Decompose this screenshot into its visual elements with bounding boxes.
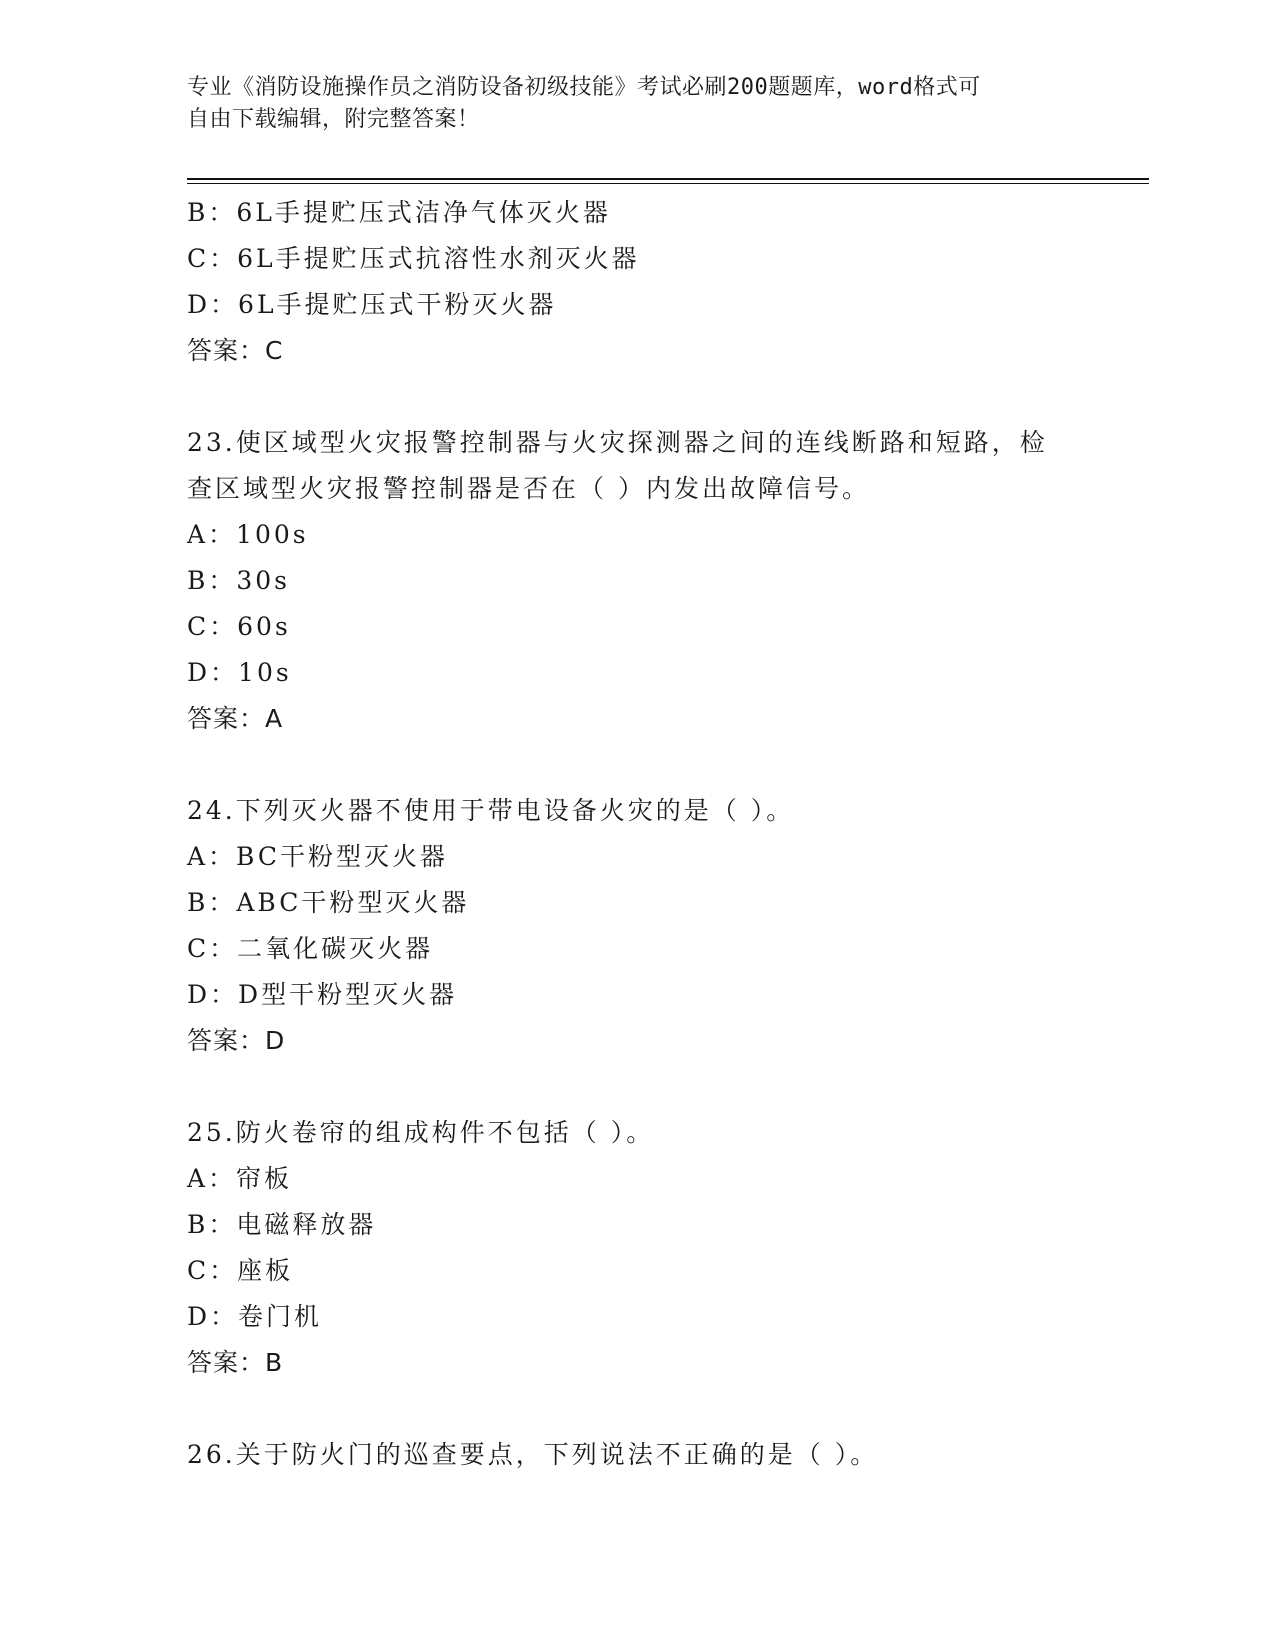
option-b: B：ABC干粉型灭火器	[187, 888, 470, 917]
header-divider-thick	[187, 178, 1149, 180]
option-b: B：电磁释放器	[187, 1210, 377, 1239]
option-a: A：100s	[187, 520, 309, 549]
header-line-1: 专业《消防设施操作员之消防设备初级技能》考试必刷200题题库，word格式可	[187, 75, 981, 100]
spacer	[187, 1064, 1087, 1110]
header-line-2: 自由下载编辑，附完整答案！	[187, 107, 480, 132]
question-list	[187, 190, 1087, 1478]
question-title-line-1: 23.使区域型火灾报警控制器与火灾探测器之间的连线断路和短路，检	[187, 428, 1048, 457]
question-23	[187, 420, 1087, 742]
answer-line: 答案：A	[187, 704, 284, 733]
question-24	[187, 788, 1087, 1064]
answer-line: 答案：B	[187, 1348, 284, 1377]
option-d: D：卷门机	[187, 1302, 323, 1331]
option-b: B：30s	[187, 566, 291, 595]
option-c: C：二氧化碳灭火器	[187, 934, 434, 963]
option-a: A：BC干粉型灭火器	[187, 842, 449, 871]
answer-line: 答案：D	[187, 1026, 286, 1055]
spacer	[187, 1386, 1087, 1432]
spacer	[187, 742, 1087, 788]
question-22-continued	[187, 190, 1087, 374]
option-d: D：D型干粉型灭火器	[187, 980, 458, 1009]
option-d: D：10s	[187, 658, 292, 687]
option-c: C：60s	[187, 612, 291, 641]
option-a: A：帘板	[187, 1164, 293, 1193]
question-title: 25.防火卷帘的组成构件不包括（ ）。	[187, 1118, 655, 1147]
question-26	[187, 1432, 1087, 1478]
document-header	[187, 72, 1067, 136]
header-divider-thin	[187, 183, 1149, 184]
option-c: C：座板	[187, 1256, 294, 1285]
question-title-line-2: 查区域型火灾报警控制器是否在（ ）内发出故障信号。	[187, 474, 870, 503]
question-title: 24.下列灭火器不使用于带电设备火灾的是（ ）。	[187, 796, 795, 825]
spacer	[187, 374, 1087, 420]
option-c: C：6L手提贮压式抗溶性水剂灭火器	[187, 244, 640, 273]
question-25	[187, 1110, 1087, 1386]
answer-line: 答案：C	[187, 336, 284, 365]
option-b: B：6L手提贮压式洁净气体灭火器	[187, 198, 611, 227]
option-d: D：6L手提贮压式干粉灭火器	[187, 290, 557, 319]
question-title: 26.关于防火门的巡查要点，下列说法不正确的是（ ）。	[187, 1440, 879, 1469]
